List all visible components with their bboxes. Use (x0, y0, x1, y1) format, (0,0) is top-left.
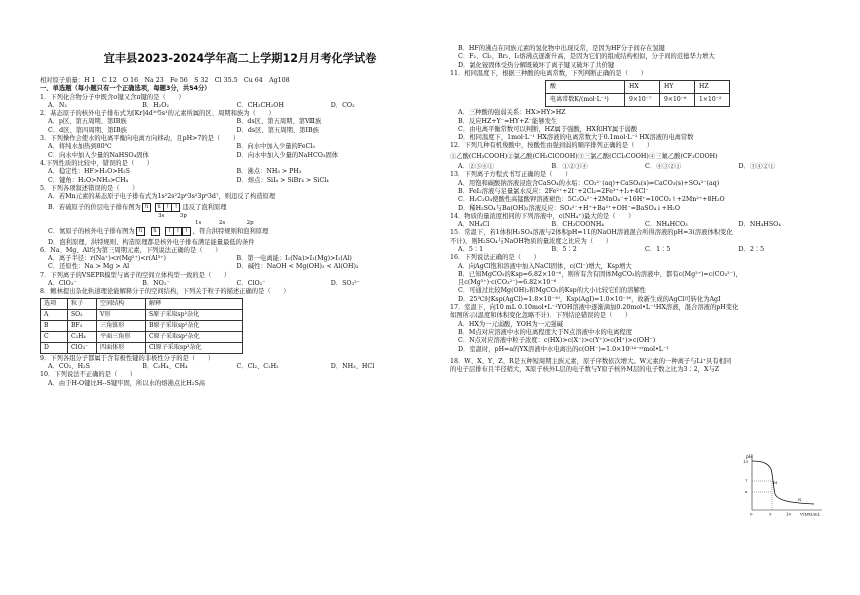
q3-options-row2 (40, 152, 425, 160)
table-header: HX (625, 81, 660, 94)
q7-stem: 7．下列离子的VSEPR模型与离子的空间立体构型一致的是（ ） (40, 271, 231, 279)
table-row (41, 320, 243, 331)
q1-stem: 1．下列化合物分子中既含σ键又含π键的是（ ） (40, 93, 185, 101)
q16-stem: 16．下列说法正确的是（ ） (450, 254, 540, 262)
table-cell: C (41, 331, 68, 342)
table-header: 酸 (546, 81, 625, 94)
q13-opt-a: A．用饱和碳酸钠溶液浸泡含CaSO₄的水垢：CO₃²⁻(aq)+CaSO₄(s)⇌CaCO₃(s)+SO₄²⁻(aq) (458, 179, 720, 187)
table-header-row (546, 81, 730, 94)
table-header: 选项 (41, 298, 68, 309)
table-header: 空间结构 (97, 298, 146, 309)
q17-line1: 17．室温下，向10 mL 0.10mol•L⁻¹YOH溶液中逐渐滴加0.20mol•L⁻¹HX溶液，混合溶液的pH变化 (450, 304, 739, 312)
q15-opt-a: A．5∶1 (458, 246, 484, 253)
table-cell: BF₃ (68, 320, 97, 331)
q17-opt-b: B．M点对应溶液中水的电离程度大于N点溶液中水的电离程度 (458, 328, 633, 336)
q15-opt-c: C．1∶5 (645, 246, 671, 253)
orbital-label-3p: 3p (179, 212, 187, 219)
q2-opt-d: D．ds区、第五周期、第ⅠB族 (236, 126, 319, 134)
left-column (40, 50, 425, 388)
table-cell: A (41, 309, 68, 320)
titration-curve-figure (742, 452, 826, 516)
page-title: 宜丰县2023-2024学年高二上学期12月月考化学试卷 (103, 52, 377, 65)
q4-options-row2 (40, 177, 425, 185)
q13-stem: 13．下列离子方程式书写正确的是（ ） (450, 171, 572, 179)
q3-opt-d: D．向水中加入少量的NaHCO₃固体 (236, 151, 339, 159)
q5-opt-b-end: 违反了泡利原理 (182, 204, 227, 212)
q3-options-row1 (40, 143, 425, 151)
table-row (546, 94, 730, 107)
q1-opt-c: C．CH₃CH₂OH (236, 101, 284, 109)
q1-opt-d: D．CO₂ (330, 101, 355, 109)
orbital-label-2s: 2s (218, 220, 226, 226)
q5-opt-a: A．若Mn元素的基态原子电子排布式为1s²2s²2p⁶3s²3p⁶3d⁷，则违反了构造原理 (48, 193, 276, 201)
x-axis-label: V(HX)/mL (800, 511, 821, 516)
q4-opt-d: D．熔点：SiI₄ > SiBr₄ > SiCl₄ (236, 176, 329, 184)
q16-opt-d: D．25℃时Ksp(AgCl)=1.8×10⁻¹⁰，Ksp(AgI)=1.0×10⁻¹⁶，故新生成的AgCl可转化为AgI (458, 295, 721, 303)
q2-opt-c: C．d区、第四周期、第ⅠB族 (48, 126, 127, 134)
table-cell: C原子采取sp²杂化 (146, 331, 243, 342)
q7-opt-d: D．SO₃²⁻ (330, 280, 360, 288)
table-cell: 四面体形 (97, 342, 146, 353)
q15-opt-d: D．2∶5 (738, 246, 765, 253)
table-cell: 1×10⁻² (695, 94, 730, 107)
q15-opt-b: B．5∶2 (551, 246, 577, 253)
q6-opt-c: C．还原性：Na > Mg > Al (48, 263, 130, 271)
table-cell: 9×10⁻⁷ (625, 94, 660, 107)
nitrogen-1s-orbital: ⇅ (137, 227, 145, 236)
q6-opt-b: B．第一电离能：I₁(Na)>I₁(Mg)>I₁(Al) (236, 255, 352, 263)
q10-opt-b: B．HF的沸点在同族元素的氢化物中出现反常，是因为HF分子间存在氢键 (458, 45, 665, 52)
q14-opt-b: B．CH₃COONH₄ (551, 221, 604, 229)
table-cell: SO₂ (68, 309, 97, 320)
orbital-label-2p: 2p (246, 220, 254, 226)
titration-curve (752, 461, 814, 504)
q11-stem: 11．相同温度下，根据三种酸的电离常数，下列判断正确的是（ ） (450, 69, 647, 77)
q2-opt-b: B．ds区、第五周期、第Ⅷ族 (236, 118, 322, 126)
q18-line2: 的电子层排布且半径稍大，X原子核外L层的电子数与Y原子核外M层的电子数之比为3∶2，X与Z (450, 366, 720, 374)
q10-opt-c: C．F₂、Cl₂、Br₂、I₂熔沸点逐渐升高，是因为它们的组成结构相似，分子间的范德华力增大 (458, 53, 715, 61)
q16-opt-c: C．可通过比较Mg(OH)₂和MgCO₃的Ksp的大小比较它们的溶解性 (458, 287, 646, 295)
table-cell: V形 (97, 309, 146, 320)
q15-line1: 15．常温下，若1体积H₂SO₄溶液与2体积pH=11的NaOH溶液混合所得溶液的pH=3(溶液体积变化 (450, 229, 733, 237)
q11-table (545, 80, 730, 107)
q4-opt-c: C．键角：H₂O>NH₃>CH₄ (48, 176, 129, 184)
q17-opt-c: C．N点对应溶液中粒子浓度：c(HX)>c(X⁻)>c(Y⁺)>c(H⁺)>c(OH⁻) (458, 337, 656, 345)
q9-opt-a: A．CO₂、H₂S (48, 363, 90, 371)
q12-opt-a: A．②③④① (458, 163, 495, 171)
q18-line1: 18．W、X、Y、Z、R是五种短周期主族元素，原子序数依次增大。W元素的一种离子与Li⁺具有相同 (450, 357, 732, 365)
table-row (41, 331, 243, 342)
q10-opt-a: A．由于H-O键比H--S键牢固，所以水的熔沸点比H₂S高 (48, 379, 206, 387)
q2-stem: 2．基态原子的核外电子排布式为[Kr]4d¹⁰5s¹的元素所属的区、周期和族为（ ） (40, 110, 275, 118)
q14-opt-c: C．NH₄HCO₃ (645, 221, 688, 229)
q17-opt-d: D．室温时，pH=a的YX溶液中水电离出的c(OH⁻)=1.0×10⁽¹⁴⁻ᵃ⁾mol•L⁻¹ (458, 345, 669, 353)
table-header-row (41, 298, 243, 309)
q5-stem: 5．下列各项叙述错误的是（ ） (40, 184, 139, 192)
q6-opt-a: A．离子半径：r(Na⁺)<r(Mg²⁺)<r(Al³⁺) (48, 255, 166, 263)
table-header: 粒子 (68, 298, 97, 309)
q11-opt-b: B．反应HZ+Y⁻=HY+Z⁻能够发生 (458, 117, 558, 125)
q2-options-row1 (40, 118, 425, 126)
q5-opt-c (40, 227, 425, 236)
table-cell: D (41, 342, 68, 353)
orbital-label-3s: 3s (158, 212, 165, 219)
q5-opt-c-text: C．氮原子的核外电子排布图为 (48, 228, 135, 236)
q7-opt-c: C．ClO₂⁻ (236, 280, 266, 288)
q13-opt-d: D．稀H₂SO₄与Ba(OH)₂溶液反应：SO₄²⁻+H⁺+Ba²⁺+OH⁻=BaSO₄↓+H₂O (458, 204, 680, 212)
y-tick-7: 7 (745, 478, 748, 483)
q15-line2: 不计)，则H₂SO₄与NaOH物质的量浓度之比应为（ ） (450, 237, 613, 245)
q5-opt-b (40, 203, 425, 212)
q17-opt-a: A．HX为一元弱酸，YOH为一元强碱 (458, 320, 563, 328)
q6-opt-d: D．碱性：NaOH < Mg(OH)₂ < Al(OH)₃ (236, 263, 359, 271)
q4-opt-a: A．稳定性：HF>H₂O>H₂S (48, 168, 130, 176)
q16-opt-b-cont: 且c(Mg²⁺)·c(CO₃²⁻)=6.82×10⁻⁶ (458, 279, 557, 287)
sulfur-orbital-diagram: ⇅ (143, 203, 151, 212)
y-tick-a: a (745, 489, 748, 494)
table-row (41, 309, 243, 320)
y-tick-13: 13 (743, 459, 749, 464)
table-header: 解释 (146, 298, 243, 309)
q16-opt-a: A．向AgCl饱和溶液中加入NaCl固体，c(Cl⁻)增大，Ksp增大 (458, 262, 632, 270)
point-n-label: N (798, 497, 802, 502)
q5-opt-d: D．泡利原理、洪特规则、构造原理都是核外电子排布满足能量最低的条件 (48, 238, 255, 246)
atomic-masses: 相对原子质量：H 1 C 12 O 16 Na 23 Fe 56 S 32 Cl 35.5 Cu 64 Ag108 (40, 77, 290, 84)
q4-stem: 4.下列性质的比较中，错误的是（ ） (40, 159, 154, 167)
x-tick-5: 5 (769, 511, 772, 516)
q5-b-orbital-labels (40, 213, 425, 220)
orbital-label-1s: 1s (195, 220, 202, 226)
table-cell: B (41, 320, 68, 331)
section-heading: 一、单选题（每小题只有一个正确选项，每题3分，共54分） (40, 85, 211, 93)
table-cell: C₂H₄ (68, 331, 97, 342)
q9-opt-b: B．C₂H₄、CH₄ (142, 363, 188, 371)
point-m-label: M (773, 480, 778, 485)
q4-options-row1 (40, 168, 425, 176)
q2-opt-a: A．p区、第五周期、第ⅠB族 (48, 118, 127, 126)
q12-opt-c: C．④③②① (645, 163, 682, 171)
x-tick-10: 10 (786, 511, 792, 516)
q12-items: ①乙酸(CH₃COOH)②氯乙酸(CH₂ClCOOH)③三氯乙酸(CCl₃COOH)④三氟乙酸(CF₃COOH) (450, 152, 718, 160)
q11-opt-d: D．相同温度下，1mol·L⁻¹ HX溶液的电离常数大于0.1mol·L⁻¹ HX溶液的电离常数 (458, 134, 694, 142)
table-cell: 三角锥形 (97, 320, 146, 331)
q17-line2: 如图所示(温度和体积变化忽略不计)．下列结论错误的是（ ） (450, 312, 632, 320)
q6-stem: 6．Na、Mg、Al均为第三周期元素，下列说法正确的是（ ） (40, 246, 222, 254)
nitrogen-2s-orbital: ⇅ (151, 227, 159, 236)
table-header: HY (660, 81, 695, 94)
right-column (450, 14, 832, 374)
q13-opt-b: B．FeI₂溶液与足量氯水反应：2Fe²⁺+2I⁻+2Cl₂=2Fe³⁺+I₂+4Cl⁻ (458, 187, 649, 195)
q11-opt-c: C．由电离平衡常数可以判断，HZ属于强酸，HX和HY属于弱酸 (458, 125, 638, 133)
q14-opt-a: A．NH₄Cl (458, 221, 490, 229)
table-cell: S原子采取sp²杂化 (146, 309, 243, 320)
q13-opt-c: C．H₂C₂O₄使酸性高锰酸钾溶液褪色：5C₂O₄²⁻+2MnO₄⁻+16H⁺=10CO₂↑+2Mn²⁺+8H₂O (458, 196, 725, 204)
q6-options-row2 (40, 263, 425, 271)
q12-stem: 12．下列几种有机羧酸中，按酸性由强到弱的顺序排列正确的是（ ） (450, 142, 654, 150)
q7-opt-a: A．ClO₃⁻ (48, 280, 77, 288)
q4-opt-b: B．沸点：NH₃ > PH₃ (236, 168, 302, 176)
table-cell: 电离常数K/(mol·L⁻¹) (546, 94, 625, 107)
q5-c-orbital-labels (40, 220, 425, 227)
x-tick-0: 0 (750, 511, 753, 516)
q14-opt-d: D．NH₄HSO₄ (738, 221, 781, 229)
table-cell: B原子采取sp²杂化 (146, 320, 243, 331)
q3-stem: 3．下列操作会使水的电离平衡向电离方向移动，且pH>7的是（ ） (40, 135, 240, 143)
table-row (41, 342, 243, 353)
q7-opt-b: B．NO₂⁻ (142, 280, 170, 288)
table-header: HZ (695, 81, 730, 94)
q10-opt-d: D．氯化铵固体受热分解既破坏了离子键又破坏了共价键 (458, 61, 615, 69)
q16-opt-b: B．已知MgCO₃的Ksp=6.82×10⁻⁶，则所有含有固体MgCO₃的溶液中，都有c(Mg²⁺)=c(CO₃²⁻)， (458, 270, 742, 278)
q3-opt-b: B．向水中加入少量的FeCl₃ (236, 143, 315, 151)
q11-opt-a: A．三种酸的强弱关系：HX>HY>HZ (458, 109, 566, 117)
q12-opt-b: B．①②③④ (551, 163, 588, 171)
q1-opt-a: A．N₂ (48, 101, 67, 109)
table-cell: Cl原子采取sp³杂化 (146, 342, 243, 353)
q5-opt-c-end: ，符合洪特规则和泡利原理 (192, 228, 269, 236)
q8-stem: 8．鲍林提出杂化轨道理论能解释分子的空间结构，下列关于粒子的描述正确的是（ ） (40, 288, 290, 296)
sulfur-3p-orbitals: ⇅ ↑ ↑ (155, 203, 180, 212)
nitrogen-2p-orbitals: ↑ ↑ ↑ (166, 227, 191, 236)
y-axis-label: pH (746, 455, 753, 460)
table-cell: 9×10⁻⁶ (660, 94, 695, 107)
q2-options-row2 (40, 127, 425, 135)
q9-opt-c: C．Cl₂、C₂H₂ (236, 363, 279, 371)
q3-opt-c: C．向水中加入少量的NaHSO₄固体 (48, 151, 149, 159)
q12-opt-d: D．③④②① (738, 163, 776, 171)
table-cell: 平面三角形 (97, 331, 146, 342)
q9-opt-d: D．NH₃、HCl (330, 363, 375, 371)
table-cell: ClO₃⁻ (68, 342, 97, 353)
q1-opt-b: B．H₂O₂ (142, 101, 169, 109)
q3-opt-a: A．将纯水加热到80℃ (48, 143, 112, 151)
q14-stem: 14．物质的量浓度相同的下列溶液中，c(NH₄⁺)最大的是（ ） (450, 212, 635, 220)
q1-options (40, 102, 425, 110)
q9-stem: 9．下列各组分子都属于含有极性键的非极性分子的是（ ） (40, 354, 215, 362)
q8-table (40, 298, 243, 354)
q5-opt-b-text: B．若硫原子的价层电子排布图为 (48, 204, 141, 212)
q10-stem: 10．下列说法不正确的是（ ） (40, 371, 137, 379)
